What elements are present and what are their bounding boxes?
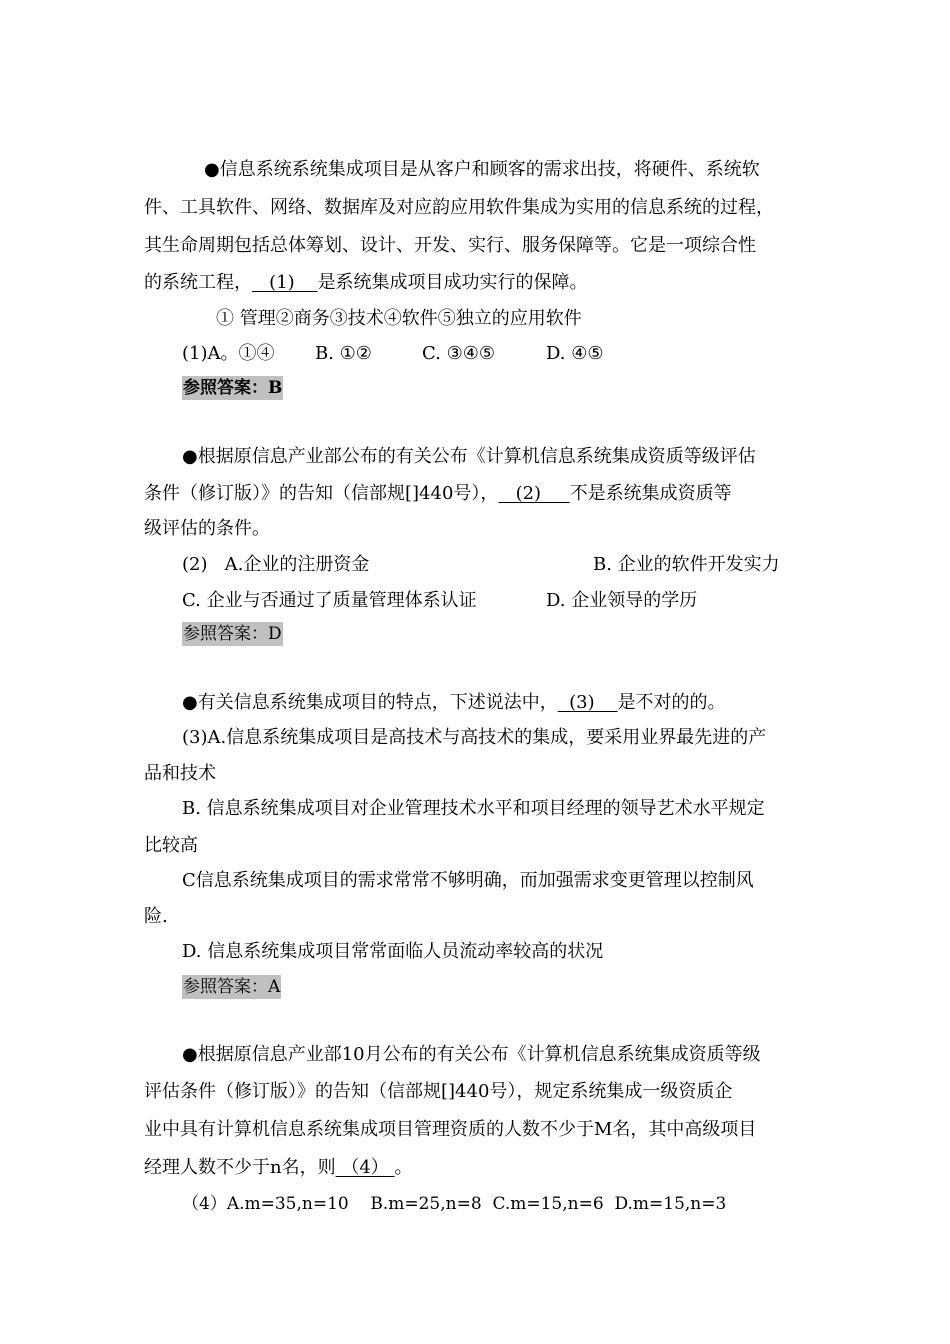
q1-text-line-3: 其生命周期包括总体筹划、设计、开发、实行、服务保障等。它是一项综合性 <box>144 235 756 256</box>
q2-blank: (2) <box>498 483 570 504</box>
q2-option-b: B. 企业的软件开发实力 <box>593 554 780 575</box>
q1-option-a: (1)A。①④ <box>182 343 275 364</box>
q3-blank: (3) <box>557 692 618 713</box>
q1-text-line-2: 件、工具软件、网络、数据库及对应韵应用软件集成为实用的信息系统的过程， <box>144 197 774 218</box>
q1-answer: 参照答案：B <box>183 378 283 398</box>
q4-text-line-3: 业中具有计算机信息系统集成项目管理资质的人数不少于M名，其中高级项目 <box>144 1119 757 1140</box>
q2-text-line-2-end: 不是系统集成资质等 <box>569 483 732 504</box>
q2-text-line-2 <box>144 482 732 506</box>
q4-blank: （4） <box>335 1157 395 1178</box>
q4-text-line-4 <box>144 1156 413 1180</box>
q2-text-line-3: 级评估的条件。 <box>144 518 270 539</box>
q1-text-line-4-end: 是系统集成项目成功实行的保障。 <box>317 272 588 293</box>
q2-answer: 参照答案：D <box>183 624 282 644</box>
q2-option-d: D. 企业领导的学历 <box>546 590 698 611</box>
q3-option-a-line-2: 品和技术 <box>144 763 216 784</box>
q1-text-line-4 <box>144 271 588 295</box>
q4-text-line-4-start: 经理人数不少于n名，则 <box>144 1157 336 1178</box>
q2-option-c: C. 企业与否通过了质量管理体系认证 <box>182 590 477 611</box>
q1-option-c: C. ③④⑤ <box>422 343 495 364</box>
q3-option-c-line-2: 险. <box>144 906 168 927</box>
q1-option-b: B. ①② <box>315 343 372 364</box>
q1-text-line-4-start: 的系统工程， <box>144 272 252 293</box>
q3-option-d: D. 信息系统集成项目常常面临人员流动率较高的状况 <box>182 941 604 962</box>
q3-text-line-1 <box>182 691 726 715</box>
q3-option-c-line-1: C信息系统集成项目的需求常常不够明确，而加强需求变更管理以控制风 <box>182 870 754 891</box>
q1-blank: (1) <box>252 272 318 293</box>
q3-text-line-1-end: 是不对的的。 <box>617 692 726 713</box>
q2-text-line-2-start: 条件（修订版）》的告知（信部规[]440号）， <box>144 483 499 504</box>
q1-text-line-1: ●信息系统系统集成项目是从客户和顾客的需求出技，将硬件、系统软 <box>204 159 760 180</box>
q2-text-line-1: ●根据原信息产业部公布的有关公布《计算机信息系统集成资质等级评估 <box>182 446 756 467</box>
q1-option-d: D. ④⑤ <box>546 343 604 364</box>
q2-option-a: (2) A.企业的注册资金 <box>182 554 370 575</box>
q3-text-line-1-start: ●有关信息系统集成项目的特点，下述说法中， <box>182 692 558 713</box>
q3-option-a-line-1: (3)A.信息系统集成项目是高技术与高技术的集成，要采用业界最先进的产 <box>182 727 767 748</box>
q4-options: （4）A.m=35,n=10 B.m=25,n=8 C.m=15,n=6 D.m=15,n=3 <box>182 1194 727 1214</box>
q3-option-b-line-1: B. 信息系统集成项目对企业管理技术水平和项目经理的领导艺术水平规定 <box>182 798 765 819</box>
q4-text-line-2: 评估条件（修订版）》的告知（信部规[]440号），规定系统集成一级资质企 <box>144 1081 733 1102</box>
q1-items: ① 管理②商务③技术④软件⑤独立的应用软件 <box>216 308 582 329</box>
q4-text-line-1: ●根据原信息产业部10月公布的有关公布《计算机信息系统集成资质等级 <box>182 1044 761 1065</box>
q3-option-b-line-2: 比较高 <box>144 835 198 856</box>
q3-answer: 参照答案：A <box>183 977 281 997</box>
q4-text-line-4-end: 。 <box>394 1157 413 1178</box>
